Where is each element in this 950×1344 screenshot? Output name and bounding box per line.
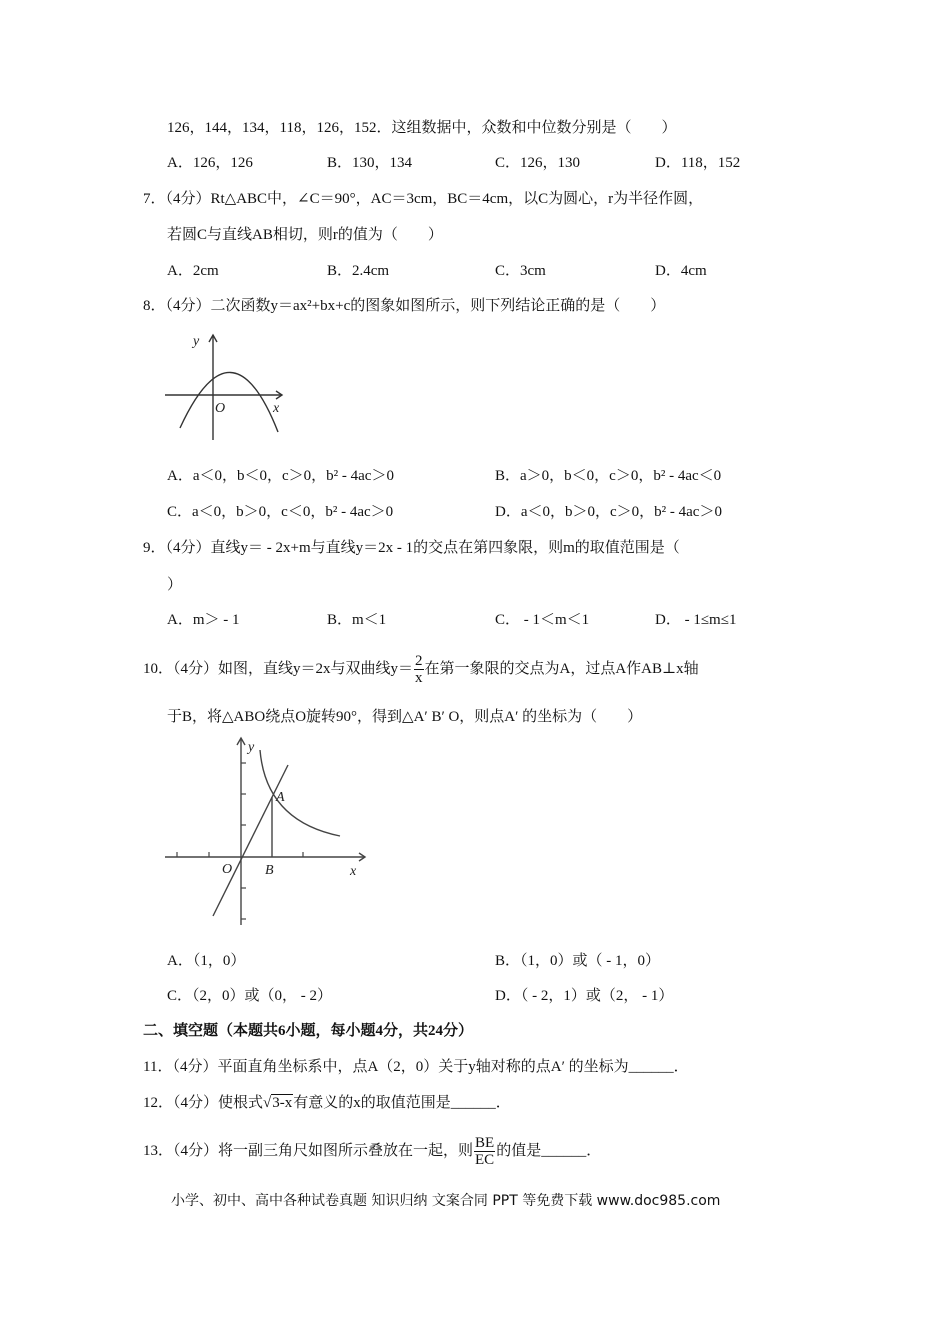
q6-option-a: A．126，126 bbox=[167, 155, 253, 171]
q13-stem bbox=[143, 1134, 601, 1168]
parabola-curve bbox=[180, 372, 278, 432]
fraction-numerator: BE bbox=[475, 1135, 495, 1152]
q13-stem-part1: 13．（4分）将一副三角尺如图所示叠放在一起，则 bbox=[143, 1143, 474, 1159]
fraction-denominator: x bbox=[415, 670, 423, 687]
q10-stem-part1: 10．（4分）如图，直线y＝2x与双曲线y＝ bbox=[143, 661, 414, 677]
q10-option-a: A．（1，0） bbox=[167, 953, 246, 969]
q10-stem-line2: 于B，将△ABO绕点O旋转90°，得到△A′ B′ O，则点A′ 的坐标为（ ） bbox=[167, 709, 643, 725]
fraction-numerator: 2 bbox=[415, 653, 423, 670]
q8-stem: 8．（4分）二次函数y＝ax²+bx+c的图象如图所示，则下列结论正确的是（ ） bbox=[143, 298, 666, 314]
q10-stem-line1 bbox=[143, 652, 699, 686]
q6-option-d: D．118，152 bbox=[655, 155, 741, 171]
q9-option-a: A．m＞ - 1 bbox=[167, 612, 240, 628]
q12-stem-part1: 12．（4分）使根式 bbox=[143, 1095, 264, 1111]
label-a: A bbox=[276, 790, 285, 805]
label-x: x bbox=[350, 864, 357, 879]
q8-option-b: B．a＞0，b＜0，c＞0，b² - 4ac＜0 bbox=[495, 468, 722, 484]
axis-ticks bbox=[177, 763, 303, 919]
q13-stem-part2: 的值是______． bbox=[496, 1143, 602, 1159]
q11-stem: 11．（4分）平面直角坐标系中，点A（2，0）关于y轴对称的点A′ 的坐标为______． bbox=[143, 1059, 689, 1075]
q7-stem-line2: 若圆C与直线AB相切，则r的值为（ ） bbox=[167, 227, 443, 243]
q10-option-c: C．（2，0）或（0， - 2） bbox=[167, 988, 333, 1004]
q8-parabola-figure bbox=[160, 325, 290, 443]
q7-option-b: B．2.4cm bbox=[327, 263, 390, 279]
q9-option-b: B．m＜1 bbox=[327, 612, 387, 628]
q10-option-b: B．（1，0）或（ - 1，0） bbox=[495, 953, 661, 969]
q6-option-c: C．126，130 bbox=[495, 155, 581, 171]
fraction-denominator: EC bbox=[475, 1152, 495, 1169]
label-y: y bbox=[248, 740, 255, 755]
q6-option-b: B．130，134 bbox=[327, 155, 413, 171]
q8-option-c: C．a＜0，b＞0，c＜0，b² - 4ac＞0 bbox=[167, 504, 394, 520]
q9-stem-line1: 9．（4分）直线y＝ - 2x+m与直线y＝2x - 1的交点在第四象限，则m的取值范围是（ bbox=[143, 540, 680, 556]
label-origin: O bbox=[215, 401, 226, 416]
q12-stem-part2: 有意义的x的取值范围是______． bbox=[293, 1095, 511, 1111]
section-2-heading: 二、填空题（本题共6小题，每小题4分，共24分） bbox=[143, 1023, 474, 1039]
fraction-be-over-ec bbox=[474, 1135, 495, 1168]
fraction-2-over-x bbox=[414, 653, 424, 686]
q12-stem bbox=[143, 1093, 511, 1113]
q8-option-d: D．a＜0，b＞0，c＞0，b² - 4ac＞0 bbox=[495, 504, 722, 520]
label-origin: O bbox=[222, 862, 233, 877]
q6-stem: 126，144，134，118，126，152．这组数据中，众数和中位数分别是（ ） bbox=[167, 120, 677, 136]
q9-stem-line2: ） bbox=[167, 577, 183, 593]
footer-watermark-text: 小学、初中、高中各种试卷真题 知识归纳 文案合同 PPT 等免费下载 www.doc985.com bbox=[171, 1193, 721, 1209]
q7-option-d: D．4cm bbox=[655, 263, 707, 279]
q7-option-c: C．3cm bbox=[495, 263, 546, 279]
q7-stem-line1: 7．（4分）Rt△ABC中，∠C＝90°，AC＝3cm，BC＝4cm，以C为圆心，r为半径作圆， bbox=[143, 191, 704, 207]
radicand: 3-x bbox=[272, 1095, 293, 1111]
q10-stem-part2: 在第一象限的交点为A，过点A作AB⊥x轴 bbox=[424, 661, 699, 677]
square-root-expression: √3-x bbox=[263, 1095, 293, 1111]
q10-hyperbola-figure bbox=[160, 733, 380, 928]
label-x: x bbox=[273, 401, 280, 416]
q8-option-a: A．a＜0，b＜0，c＞0，b² - 4ac＞0 bbox=[167, 468, 394, 484]
line-y-2x bbox=[213, 765, 288, 916]
label-y: y bbox=[193, 334, 200, 349]
label-b: B bbox=[265, 863, 274, 878]
q10-option-d: D．（ - 2，1）或（2， - 1） bbox=[495, 988, 674, 1004]
q7-option-a: A．2cm bbox=[167, 263, 219, 279]
q9-option-c: C． - 1＜m＜1 bbox=[495, 612, 590, 628]
q9-option-d: D． - 1≤m≤1 bbox=[655, 612, 737, 628]
